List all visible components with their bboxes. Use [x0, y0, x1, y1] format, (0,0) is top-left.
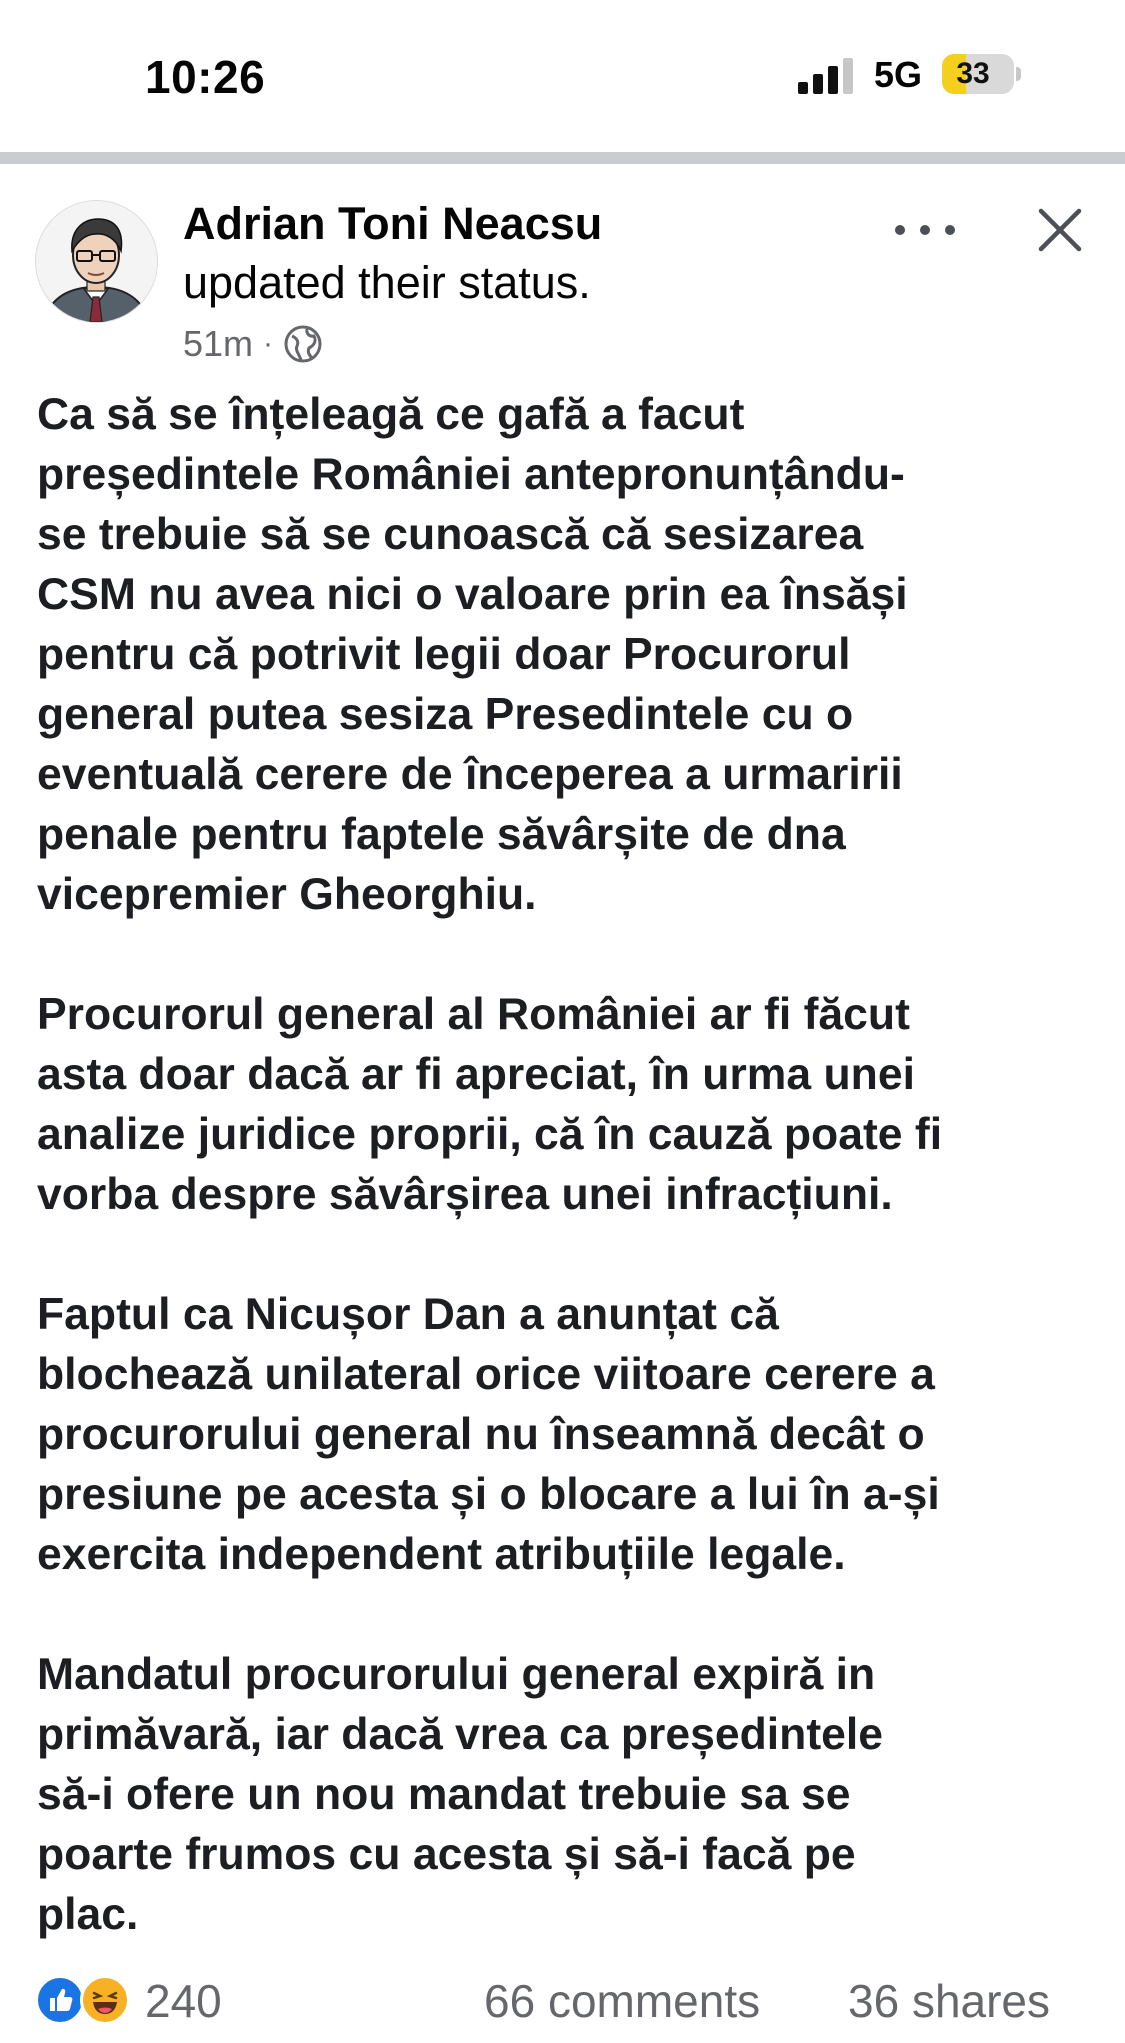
- avatar[interactable]: [35, 200, 158, 323]
- more-options-icon[interactable]: [895, 212, 955, 248]
- comments-count[interactable]: 66 comments: [484, 1975, 761, 2027]
- post-time[interactable]: 51m: [183, 323, 254, 364]
- post-meta: [183, 321, 323, 367]
- reaction-count[interactable]: 240: [145, 1975, 222, 2027]
- battery-level: 33: [956, 57, 990, 90]
- post-text: [37, 385, 1097, 2005]
- haha-icon[interactable]: [80, 1975, 130, 2025]
- meta-separator: ·: [263, 327, 274, 360]
- close-icon[interactable]: [1035, 205, 1085, 255]
- network-type: 5G: [874, 54, 923, 95]
- shares-count[interactable]: 36 shares: [848, 1975, 1051, 2027]
- globe-icon: [283, 324, 323, 364]
- status-time: 10:26: [145, 51, 266, 103]
- post-paragraph: Procurorul general al României ar fi făcut asta doar dacă ar fi apreciat, în urma unei analize juridice proprii, că în cauză poate fi vorba despre săvârșirea unei infracțiuni.: [37, 990, 943, 1219]
- post-action: updated their status.: [183, 257, 591, 308]
- post-footer: [0, 1975, 1125, 2035]
- post-paragraph: Faptul ca Nicușor Dan a anunțat că blochează unilateral orice viitoare cerere a procurorului general nu înseamnă decât o presiune pe acesta și o blocare a lui în a-și exercita independent atribuțiile legale.: [37, 1290, 940, 1579]
- status-bar: [0, 0, 1125, 152]
- author-name[interactable]: Adrian Toni Neacsu: [183, 198, 603, 249]
- like-icon[interactable]: [35, 1975, 85, 2025]
- post-paragraph: Mandatul procurorului general expiră in primăvară, iar dacă vrea ca președintele să-i ofere un nou mandat trebuie sa se poarte frumos cu acesta și să-i facă pe plac.: [37, 1650, 883, 1939]
- post-paragraph: Ca să se înțeleagă ce gafă a facut președintele României antepronunțându- se trebuie să se cunoască că sesizarea CSM nu avea nici o valoare prin ea însăși pentru că potrivit legii doar Procurorul general putea sesiza Presedintele cu o eventuală cerere de începerea a urmaririi penale pentru faptele săvârșite de dna vicepremier Gheorghiu.: [37, 390, 908, 919]
- avatar-illustration: [36, 201, 157, 322]
- battery-icon: [942, 54, 1022, 94]
- divider: [0, 152, 1125, 164]
- signal-bars-icon: [798, 58, 856, 94]
